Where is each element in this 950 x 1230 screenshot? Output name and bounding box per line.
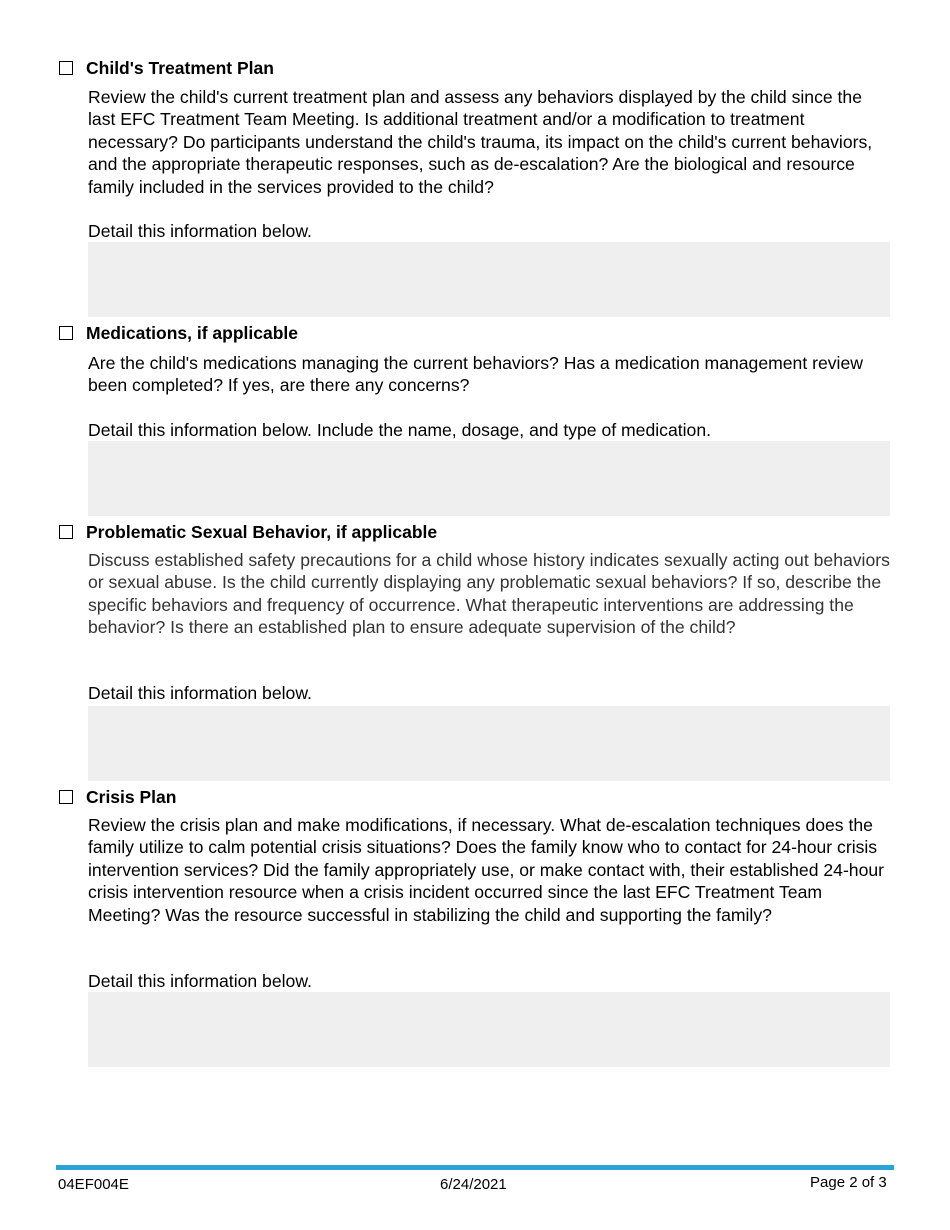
section-description: Review the crisis plan and make modifications, if necessary. What de-escalation techniques does the family utilize to calm potential crisis situations? Does the family know who to contact for 24-hour crisis intervention services? Did the family appropriately use, or make contact with, their established 24-hour crisis intervention resource when a crisis incident occurred since the last EFC Treatment Team Meeting? Was the resource successful in stabilizing the child and supporting the family?	[88, 815, 885, 925]
section-description: Discuss established safety precautions for a child whose history indicates sexually acting out behaviors or sexual abuse. Is the child currently displaying any problematic sexual behaviors? If so, describe the specific behaviors and frequency of occurrence. What therapeutic interventions are addressing the behavior? Is there an established plan to ensure adequate supervision of the child?	[88, 550, 890, 638]
footer-page-number: Page 2 of 3	[810, 1174, 887, 1191]
section-heading: Problematic Sexual Behavior, if applicable	[86, 522, 438, 542]
section-heading-row	[59, 58, 274, 78]
checkbox-crisis-plan[interactable]	[59, 790, 73, 804]
checkbox-medications[interactable]	[59, 326, 73, 340]
footer-rule	[56, 1165, 894, 1170]
detail-label: Detail this information below.	[88, 971, 312, 991]
section-description: Are the child's medications managing the current behaviors? Has a medication management review been completed? If yes, are there any concerns?	[88, 353, 863, 396]
section-heading: Crisis Plan	[86, 787, 177, 807]
checkbox-problematic-sexual-behavior[interactable]	[59, 525, 73, 539]
detail-label: Detail this information below.	[88, 683, 312, 703]
checkbox-childs-treatment-plan[interactable]	[59, 61, 73, 75]
crisis-plan-field[interactable]	[88, 992, 890, 1067]
problematic-sexual-behavior-field[interactable]	[88, 706, 890, 781]
section-heading-row	[59, 522, 437, 542]
detail-label: Detail this information below. Include the name, dosage, and type of medication.	[88, 420, 711, 440]
detail-label: Detail this information below.	[88, 221, 312, 241]
footer-date: 6/24/2021	[440, 1176, 507, 1193]
section-description: Review the child's current treatment plan and assess any behaviors displayed by the child since the last EFC Treatment Team Meeting. Is additional treatment and/or a modification to treatment necessary? Do participants understand the child's trauma, its impact on the child's current behaviors, and the appropriate therapeutic responses, such as de-escalation? Are the biological and resource family included in the services provided to the child?	[88, 87, 873, 197]
section-heading: Medications, if applicable	[86, 323, 298, 343]
medications-field[interactable]	[88, 441, 890, 516]
footer-form-code: 04EF004E	[58, 1176, 129, 1193]
section-heading-row	[59, 787, 176, 807]
childs-treatment-plan-field[interactable]	[88, 242, 890, 317]
section-heading: Child's Treatment Plan	[86, 58, 274, 78]
section-heading-row	[59, 323, 298, 343]
